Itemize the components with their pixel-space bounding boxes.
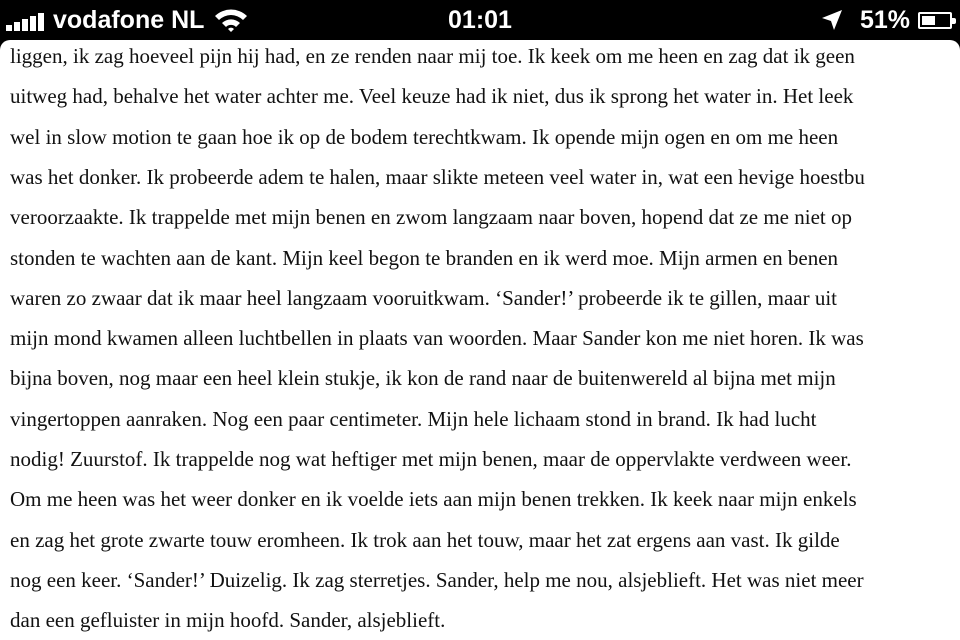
text-line: nog een keer. ‘Sander!’ Duizelig. Ik zag sterretjes. Sander, help me nou, alsjeblieft. Het was niet meer <box>10 567 864 592</box>
battery-level-fill <box>922 16 935 25</box>
battery-icon <box>918 12 952 29</box>
text-line: Om me heen was het weer donker en ik voelde iets aan mijn benen trekken. Ik keek naar mijn enkels <box>10 487 857 512</box>
text-line: liggen, ik zag hoeveel pijn hij had, en ze renden naar mij toe. Ik keek om me heen en zag dat ik geen <box>10 44 855 68</box>
text-line: uitweg had, behalve het water achter me. Veel keuze had ik niet, dus ik sprong het water in. Het leek <box>10 84 854 109</box>
reading-page[interactable] <box>0 40 960 640</box>
text-line: bijna boven, nog maar een heel klein stukje, ik kon de rand naar de buitenwereld al bijna met mijn <box>10 366 836 391</box>
carrier-name: vodafone NL <box>53 5 205 34</box>
battery-tip <box>952 18 956 24</box>
text-line: vingertoppen aanraken. Nog een paar centimeter. Mijn hele lichaam stond in brand. Ik had lucht <box>10 406 817 431</box>
text-line: nodig! Zuurstof. Ik trappelde nog wat heftiger met mijn benen, maar de oppervlakte verdween weer. <box>10 447 852 471</box>
text-line: wel in slow motion te gaan hoe ik op de bodem terechtkwam. Ik opende mijn ogen en om me heen <box>10 124 839 149</box>
text-line: veroorzaakte. Ik trappelde met mijn benen en zwom langzaam naar boven, hopend dat ze me niet op <box>10 205 852 230</box>
battery-percentage: 51% <box>859 5 910 34</box>
status-bar-right <box>820 0 952 40</box>
text-line: en zag het grote zwarte touw eromheen. Ik trok aan het touw, maar het zat ergens aan vast. Ik gilde <box>10 527 840 552</box>
text-line: stonden te wachten aan de kant. Mijn keel begon te branden en ik werd moe. Mijn armen en benen <box>10 245 839 270</box>
clock-time: 01:01 <box>448 6 512 34</box>
text-line: waren zo zwaar dat ik maar heel langzaam vooruitkwam. ‘Sander!’ probeerde ik te gillen, maar uit <box>10 285 837 310</box>
status-bar <box>0 0 960 40</box>
text-line: mijn mond kwamen alleen luchtbellen in plaats van woorden. Maar Sander kon me niet horen. Ik was <box>10 326 864 351</box>
text-line: dan een gefluister in mijn hoofd. Sander, alsjeblieft. <box>10 608 446 633</box>
text-line: was het donker. Ik probeerde adem te halen, maar slikte meteen veel water in, wat een hevige hoestbu <box>10 164 865 189</box>
location-arrow-icon <box>820 8 844 32</box>
